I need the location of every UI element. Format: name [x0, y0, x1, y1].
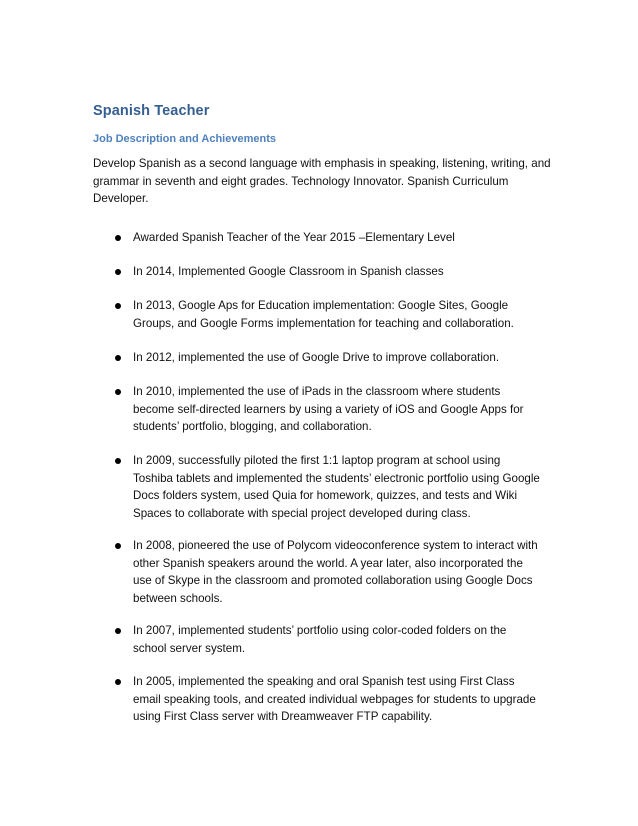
list-item-text: In 2005, implemented the speaking and oral Spanish test using First Class email speaking tools, and created individual webpages for students to upgrade using First Class server with Dreamweaver FTP capability.	[133, 675, 536, 724]
bullet-icon	[115, 543, 121, 549]
intro-paragraph: Develop Spanish as a second language with emphasis in speaking, listening, writing, and grammar in seventh and eight grades. Technology Innovator. Spanish Curriculum Developer.	[93, 157, 551, 206]
bullet-icon	[115, 679, 121, 685]
bullet-icon	[115, 303, 121, 309]
list-item-text: In 2008, pioneered the use of Polycom videoconference system to interact with other Spanish speakers around the world. A year later, also incorporated the use of Skype in the classroom and promoted collaboration using Google Docs between schools.	[133, 539, 538, 606]
bullet-icon	[115, 235, 121, 241]
bullet-icon	[115, 458, 121, 464]
page-title: Spanish Teacher	[93, 103, 210, 119]
list-item-text: In 2010, implemented the use of iPads in the classroom where students become self-directed learners by using a variety of iOS and Google Apps for students’ portfolio, blogging, and collaboration.	[133, 385, 524, 434]
bullet-icon	[115, 628, 121, 634]
section-heading: Job Description and Achievements	[93, 133, 276, 145]
list-item-text: In 2012, implemented the use of Google Drive to improve collaboration.	[133, 351, 500, 364]
list-item-text: Awarded Spanish Teacher of the Year 2015 –Elementary Level	[133, 231, 455, 244]
list-item-text: In 2014, Implemented Google Classroom in Spanish classes	[133, 265, 444, 278]
list-item-text: In 2013, Google Aps for Education implementation: Google Sites, Google Groups, and Google Forms implementation for teaching and collaboration.	[133, 299, 514, 330]
list-item-text: In 2007, implemented students’ portfolio using color-coded folders on the school server system.	[133, 624, 507, 655]
bullet-icon	[115, 355, 121, 361]
bullet-icon	[115, 389, 121, 395]
bullet-icon	[115, 269, 121, 275]
list-item-text: In 2009, successfully piloted the first 1:1 laptop program at school using Toshiba tablets and implemented the students’ electronic portfolio using Google Docs folders system, used Quia for homework, quizzes, and tests and Wiki Spaces to collaborate with special project developed during class.	[133, 454, 540, 521]
